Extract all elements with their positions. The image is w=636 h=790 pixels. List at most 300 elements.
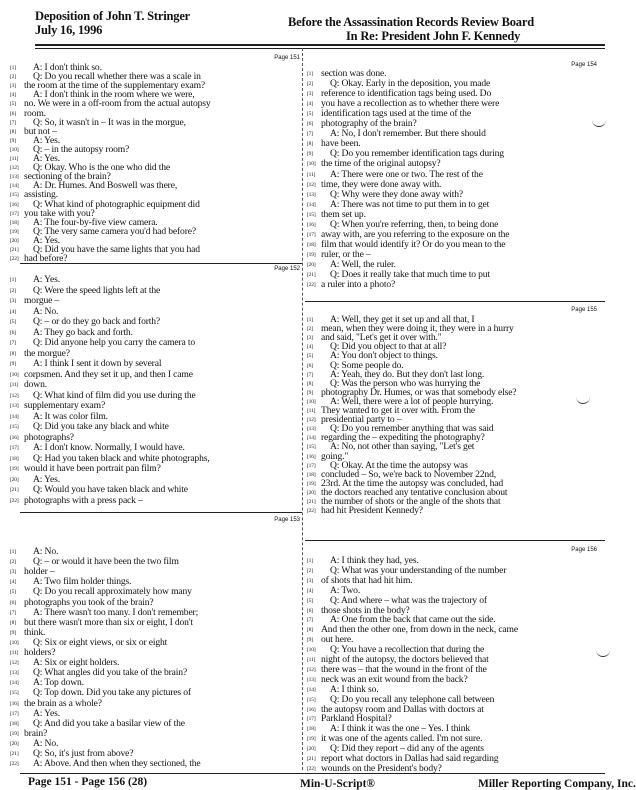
transcript-line	[10, 401, 105, 411]
line-number: [16]	[10, 700, 19, 707]
line-number: [11]	[307, 408, 316, 414]
line-text: room.	[24, 107, 46, 119]
transcript-line	[307, 280, 395, 290]
line-text: photographs with a press pack –	[24, 494, 143, 506]
page-number-label: Page 152	[274, 266, 300, 272]
line-number: [8]	[10, 350, 16, 357]
transcript-page-152	[10, 266, 300, 510]
line-text: down.	[24, 379, 47, 390]
transcript-page-155	[307, 307, 597, 537]
line-text: Q: And where – what was the trajectory of	[330, 594, 487, 606]
line-number: [10]	[307, 161, 316, 168]
line-number: [17]	[10, 445, 19, 451]
line-text: them set up.	[321, 208, 366, 220]
line-text: Q: Do you remember identification tags during	[330, 148, 504, 160]
page-range: Page 151 - Page 156 (28)	[28, 776, 148, 788]
line-number: [3]	[10, 83, 16, 90]
line-number: [14]	[10, 680, 19, 687]
line-text: the brain as a whole?	[24, 697, 102, 709]
line-number: [10]	[307, 398, 316, 405]
transcript-line	[10, 317, 160, 327]
line-text: A: Yes.	[33, 473, 60, 485]
line-number: [18]	[10, 720, 19, 727]
line-number: [12]	[307, 417, 316, 424]
line-text: Q: Do you recall approximately how many	[33, 586, 192, 598]
line-text: would it have been portrait pan film?	[24, 463, 161, 474]
transcript-line	[10, 454, 210, 464]
line-number: [14]	[307, 686, 316, 693]
line-number: [15]	[307, 211, 316, 218]
line-text: brain?	[24, 727, 48, 739]
line-number: [7]	[307, 131, 313, 138]
line-text: had hit President Kennedy?	[321, 505, 423, 517]
line-number: [14]	[10, 183, 19, 190]
line-text: Q: Did you take any black and white	[33, 421, 169, 432]
line-text: Q: Would you have taken black and white	[33, 484, 188, 495]
line-number: [4]	[307, 587, 313, 594]
line-text: Q: What angles did you take of the brain?	[33, 667, 188, 679]
transcript-line	[307, 506, 423, 516]
line-number: [19]	[307, 480, 316, 487]
line-number: [19]	[307, 251, 316, 258]
line-text: Q: Do you recall any telephone call between	[330, 693, 495, 705]
line-number: [8]	[307, 141, 313, 148]
line-text: have been.	[321, 138, 361, 150]
line-number: [13]	[307, 426, 316, 433]
line-number: [2]	[307, 326, 313, 333]
line-number: [18]	[307, 471, 316, 478]
line-number: [22]	[10, 761, 19, 768]
transcript-line	[10, 391, 196, 401]
line-number: [22]	[10, 256, 19, 263]
line-number: [6]	[307, 121, 313, 128]
line-text: Q: Had you taken black and white photographs,	[33, 452, 210, 464]
page-number-label: Page 155	[571, 307, 597, 313]
line-number: [8]	[10, 619, 16, 626]
line-number: [4]	[10, 308, 16, 315]
line-text: A: There were one or two. The rest of the	[330, 168, 483, 180]
line-text: had before?	[24, 253, 68, 265]
line-number: [21]	[10, 247, 19, 253]
line-number: [16]	[10, 201, 19, 208]
line-text: Q: And did you take a basilar view of the	[33, 717, 185, 729]
line-number: [12]	[10, 165, 19, 172]
line-text: away with, are you referring to the exposure on the	[321, 228, 510, 240]
line-text: And then the other one, from down in the neck, came	[321, 624, 518, 636]
line-number: [1]	[10, 277, 16, 283]
line-number: [17]	[307, 716, 316, 723]
line-text: the doctors reached any tentative conclusion about	[321, 486, 508, 498]
line-number: [1]	[307, 71, 313, 77]
line-text: those shots in the body?	[321, 604, 410, 616]
line-number: [11]	[10, 156, 19, 162]
line-number: [19]	[10, 466, 19, 472]
line-text: a ruler into a photo?	[321, 279, 396, 291]
page-divider	[305, 301, 605, 302]
line-text: A: Yes.	[33, 134, 60, 146]
line-text: Q: Six or eight views, or six or eight	[33, 636, 168, 648]
line-number: [18]	[10, 219, 19, 226]
line-number: [20]	[10, 740, 19, 747]
line-number: [10]	[10, 371, 19, 378]
line-number: [5]	[307, 111, 313, 118]
transcript-line	[10, 464, 161, 474]
line-number: [10]	[10, 639, 19, 646]
line-text: think.	[24, 626, 46, 638]
line-text: Q: Top down. Did you take any pictures of	[33, 687, 191, 699]
line-text: report what doctors in Dallas had said regarding	[321, 753, 499, 764]
line-number: [1]	[307, 317, 313, 323]
line-text: Q: – or would it have been the two film	[33, 556, 179, 568]
line-text: Q: What kind of film did you use during the	[33, 389, 196, 401]
line-text: Q: – or do they go back and forth?	[33, 316, 161, 327]
line-text: holder –	[24, 566, 55, 578]
transcript-line	[307, 764, 442, 774]
line-text: Q: Was the person who was hurrying the	[330, 377, 481, 389]
line-number: [21]	[307, 756, 316, 762]
line-number: [2]	[307, 81, 313, 88]
line-text: Q: The very same camera you'd had before?	[33, 225, 196, 237]
line-number: [15]	[10, 192, 19, 199]
line-text: A: They go back and forth.	[33, 326, 133, 338]
line-number: [22]	[307, 282, 316, 289]
transcript-line	[10, 412, 108, 422]
line-text: A: Yeah, they do. But they don't last long.	[330, 368, 485, 380]
line-number: [2]	[10, 287, 16, 294]
line-number: [21]	[307, 272, 316, 278]
line-number: [4]	[10, 92, 16, 99]
line-text: wounds on the President's body?	[321, 762, 442, 774]
line-text: no. We were in a off-room from the actual autopsy	[24, 98, 211, 110]
line-number: [1]	[10, 65, 16, 71]
reporting-company: Miller Reporting Company, Inc.	[478, 778, 636, 790]
line-text: neck was an exit wound from the back?	[321, 673, 468, 685]
line-number: [5]	[10, 589, 16, 596]
transcript-line	[10, 359, 161, 369]
line-number: [6]	[307, 362, 313, 369]
page-number-label: Page 154	[571, 62, 597, 68]
line-text: time, they were done away with.	[321, 178, 442, 190]
line-text: concluded – So, we're back to November 22nd,	[321, 468, 496, 480]
line-number: [21]	[10, 751, 19, 757]
line-number: [5]	[307, 353, 313, 360]
transcript-line	[10, 275, 60, 285]
line-number: [14]	[307, 435, 316, 442]
line-number: [1]	[10, 549, 16, 555]
line-number: [9]	[10, 629, 16, 636]
line-number: [5]	[10, 101, 16, 108]
line-number: [11]	[307, 657, 316, 663]
line-number: [4]	[307, 101, 313, 108]
header-rule-thin	[35, 48, 605, 49]
line-number: [17]	[307, 462, 316, 469]
transcript-line	[10, 422, 169, 432]
line-number: [20]	[307, 261, 316, 268]
line-text: A: Two film holder things.	[33, 576, 132, 588]
line-text: regarding the – expediting the photography?	[321, 432, 485, 444]
line-number: [13]	[10, 403, 19, 409]
line-number: [18]	[307, 726, 316, 733]
line-text: A: The four-by-five view camera.	[33, 216, 158, 228]
line-number: [11]	[10, 382, 19, 388]
line-text: A: Above. And then when they sectioned, the	[33, 758, 201, 770]
line-text: there was – that the wound in the front of the	[321, 663, 487, 675]
transcript-line	[10, 338, 195, 348]
transcript-page-154	[307, 62, 597, 297]
line-number: [13]	[307, 676, 316, 683]
line-text: Q: Do you remember anything that was said	[330, 423, 494, 435]
line-number: [6]	[10, 599, 16, 606]
line-text: 23rd. At the time the autopsy was concluded, had	[321, 477, 503, 489]
line-text: A: I think so.	[330, 683, 379, 695]
line-number: [13]	[10, 174, 19, 181]
line-number: [5]	[10, 319, 16, 325]
line-text: Q: You have a recollection that during the	[330, 644, 485, 656]
transcript-page-153	[10, 517, 300, 772]
line-text: Q: Were the speed lights left at the	[33, 284, 161, 296]
line-text: Q: – in the autopsy room?	[33, 143, 130, 155]
line-text: Q: Do you recall whether there was a scale in	[33, 71, 201, 83]
line-number: [8]	[10, 128, 16, 135]
transcript-line	[10, 286, 160, 296]
line-text: A: Well, there were a lot of people hurrying.	[330, 395, 494, 407]
line-number: [17]	[10, 210, 19, 217]
line-text: out here.	[321, 634, 354, 646]
line-number: [7]	[10, 119, 16, 126]
transcript-line	[10, 370, 193, 380]
line-text: A: I think it was the one – Yes. I think	[330, 723, 471, 735]
transcript-line	[10, 349, 70, 359]
line-number: [16]	[10, 434, 19, 441]
line-text: of shots that had hit him.	[321, 574, 413, 586]
transcript-line	[10, 254, 67, 264]
line-number: [20]	[10, 237, 19, 244]
board-title: Before the Assassination Records Review Board	[288, 15, 534, 29]
line-number: [16]	[307, 706, 316, 713]
line-number: [14]	[307, 201, 316, 208]
line-text: A: Dr. Humes. And Boswell was there,	[33, 180, 178, 192]
line-text: Q: So, it's just from above?	[33, 748, 134, 759]
brand-name: Min-U-Script®	[300, 778, 376, 790]
line-number: [13]	[10, 670, 19, 677]
line-text: A: There wasn't too many. I don't remember;	[33, 606, 199, 618]
line-text: A: Yes.	[33, 153, 60, 164]
line-text: the number of shots or the angle of the shots that	[321, 496, 501, 507]
line-text: A: No.	[33, 737, 59, 749]
line-text: Q: What was your understanding of the number	[330, 564, 507, 576]
line-text: the room at the time of the supplementary exam?	[24, 80, 206, 92]
line-text: Q: When you're referring, then, to being done	[330, 218, 499, 230]
header-rule	[35, 44, 605, 46]
line-text: A: I think I sent it down by several	[33, 358, 162, 369]
transcript-line	[10, 380, 47, 390]
line-number: [6]	[10, 110, 16, 117]
line-text: A: Yes.	[33, 234, 60, 246]
line-text: mean, when they were doing it, they were in a hurry	[321, 323, 514, 335]
line-text: A: I don't know. Normally, I would have.	[33, 442, 185, 453]
line-number: [15]	[307, 444, 316, 451]
line-text: A: No, I don't remember. But there should	[330, 128, 486, 140]
line-number: [14]	[10, 413, 19, 420]
line-text: Q: Did anyone help you carry the camera to	[33, 337, 196, 348]
line-number: [10]	[307, 647, 316, 654]
page-number-label: Page 156	[571, 547, 597, 553]
line-number: [6]	[307, 607, 313, 614]
line-text: the morgue?	[24, 347, 70, 359]
line-number: [9]	[307, 389, 313, 396]
line-text: A: Yes.	[33, 274, 60, 285]
line-text: A: I don't think in the room where we were,	[33, 89, 195, 101]
line-text: supplementary exam?	[24, 400, 106, 411]
deponent-title: Deposition of John T. Stringer	[35, 9, 191, 23]
line-text: sectioning of the brain?	[24, 171, 111, 183]
line-number: [21]	[307, 499, 316, 505]
line-number: [7]	[10, 609, 16, 616]
line-text: presidential party to –	[321, 414, 402, 426]
line-text: film that would identify it? Or do you mean to the	[321, 238, 506, 250]
line-text: corpsmen. And they set it up, and then I came	[24, 368, 193, 380]
line-number: [11]	[10, 650, 19, 656]
line-text: A: Top down.	[33, 677, 84, 689]
line-text: photography of the brain?	[321, 118, 417, 130]
transcript-line	[10, 759, 201, 769]
transcript-line	[10, 485, 188, 495]
line-number: [16]	[307, 221, 316, 228]
line-text: A: There was not time to put them in to get	[330, 198, 490, 210]
line-text: and said, "Let's get it over with."	[321, 332, 442, 344]
line-number: [15]	[10, 690, 19, 697]
line-text: A: I think they had, yes.	[330, 555, 419, 566]
line-number: [17]	[307, 231, 316, 238]
line-text: A: It was color film.	[33, 410, 108, 422]
line-text: A: No, not other than saying, "Let's get	[330, 441, 475, 453]
line-number: [11]	[307, 171, 316, 178]
line-text: you have a recollection as to whether there were	[321, 98, 500, 110]
transcript-page-156	[307, 547, 597, 772]
line-number: [17]	[10, 710, 19, 717]
line-text: but not –	[24, 125, 57, 137]
transcript-line	[10, 433, 74, 443]
transcript-line	[10, 296, 59, 306]
line-text: the autopsy room and Dallas with doctors at	[321, 703, 484, 715]
transcript-line	[10, 443, 185, 453]
line-text: photography Dr. Humes, or was that somebody else?	[321, 386, 517, 398]
line-number: [22]	[307, 765, 316, 772]
line-number: [20]	[307, 489, 316, 496]
line-number: [19]	[10, 730, 19, 737]
transcript-page-151	[10, 55, 300, 265]
transcript-line	[10, 598, 153, 608]
line-text: Q: Did you object to that at all?	[330, 341, 447, 353]
line-text: it was one of the agents called. I'm not sure.	[321, 733, 483, 745]
line-number: [3]	[10, 298, 16, 304]
line-number: [13]	[307, 191, 316, 198]
line-number: [22]	[307, 508, 316, 515]
line-text: A: Six or eight holders.	[33, 657, 120, 669]
line-number: [1]	[307, 558, 313, 564]
transcript-line	[10, 328, 133, 338]
line-number: [12]	[10, 392, 19, 399]
line-number: [2]	[307, 567, 313, 574]
transcript-line	[10, 699, 102, 709]
line-number: [5]	[307, 597, 313, 604]
line-number: [15]	[10, 424, 19, 430]
line-text: section was done.	[321, 68, 387, 79]
line-text: photographs you took of the brain?	[24, 596, 154, 608]
line-text: A: Two.	[330, 584, 361, 596]
line-number: [9]	[10, 137, 16, 144]
line-number: [22]	[10, 497, 19, 504]
line-number: [3]	[307, 91, 313, 98]
line-text: identification tags used at the time of the	[321, 108, 471, 120]
line-text: A: You don't object to things.	[330, 350, 438, 362]
line-number: [7]	[307, 371, 313, 378]
line-number: [8]	[307, 627, 313, 634]
line-text: A: No.	[33, 546, 59, 557]
page-number-label: Page 153	[274, 517, 300, 523]
line-number: [4]	[307, 344, 313, 351]
line-text: ruler, or the –	[321, 248, 371, 260]
line-text: Q: Okay. At the time the autopsy was	[330, 459, 468, 471]
line-text: night of the autopsy, the doctors believed that	[321, 654, 489, 665]
line-text: A: No.	[33, 305, 59, 317]
line-text: Q: Why were they done away with?	[330, 188, 464, 200]
line-text: Q: So, it wasn't in – It was in the morgue,	[33, 116, 186, 128]
line-text: Parkland Hospital?	[321, 713, 392, 725]
line-number: [12]	[10, 660, 19, 667]
line-number: [18]	[10, 455, 19, 462]
line-number: [6]	[10, 329, 16, 336]
line-text: Q: Okay. Early in the deposition, you made	[330, 78, 491, 90]
page-divider	[20, 512, 302, 513]
line-text: morgue –	[24, 295, 60, 306]
line-number: [7]	[10, 340, 16, 346]
transcript-line	[10, 307, 58, 317]
line-text: Q: Okay. Who is the one who did the	[33, 162, 171, 174]
line-text: A: Well, they get it set up and all that, I	[330, 314, 475, 325]
line-text: A: Well, the ruler.	[330, 258, 396, 270]
transcript-line	[10, 496, 143, 506]
line-text: They wanted to get it over with. From the	[321, 405, 475, 416]
line-number: [19]	[307, 736, 316, 743]
line-number: [21]	[10, 487, 19, 493]
line-number: [9]	[307, 637, 313, 644]
transcript-line	[307, 159, 440, 169]
transcript-line	[10, 475, 60, 485]
case-title: In Re: President John F. Kennedy	[346, 29, 521, 43]
page-divider	[305, 540, 605, 541]
line-number: [20]	[307, 746, 316, 753]
line-text: photographs?	[24, 431, 74, 443]
line-number: [2]	[10, 559, 16, 566]
line-number: [18]	[307, 241, 316, 248]
line-number: [12]	[307, 666, 316, 673]
line-text: Q: What kind of photographic equipment did	[33, 198, 200, 210]
line-text: going."	[321, 450, 349, 462]
line-number: [19]	[10, 228, 19, 235]
line-text: the time of the original autopsy?	[321, 158, 441, 170]
line-text: Q: Did you have the same lights that you had	[33, 244, 200, 255]
line-number: [9]	[10, 361, 16, 367]
line-text: A: Yes.	[33, 707, 60, 719]
line-text: assisting.	[24, 189, 58, 201]
line-number: [3]	[307, 335, 313, 342]
line-number: [2]	[10, 74, 16, 81]
line-text: A: One from the back that came out the side.	[330, 614, 496, 626]
line-number: [4]	[10, 579, 16, 586]
line-number: [8]	[307, 380, 313, 387]
margin-mark-icon	[596, 648, 610, 657]
